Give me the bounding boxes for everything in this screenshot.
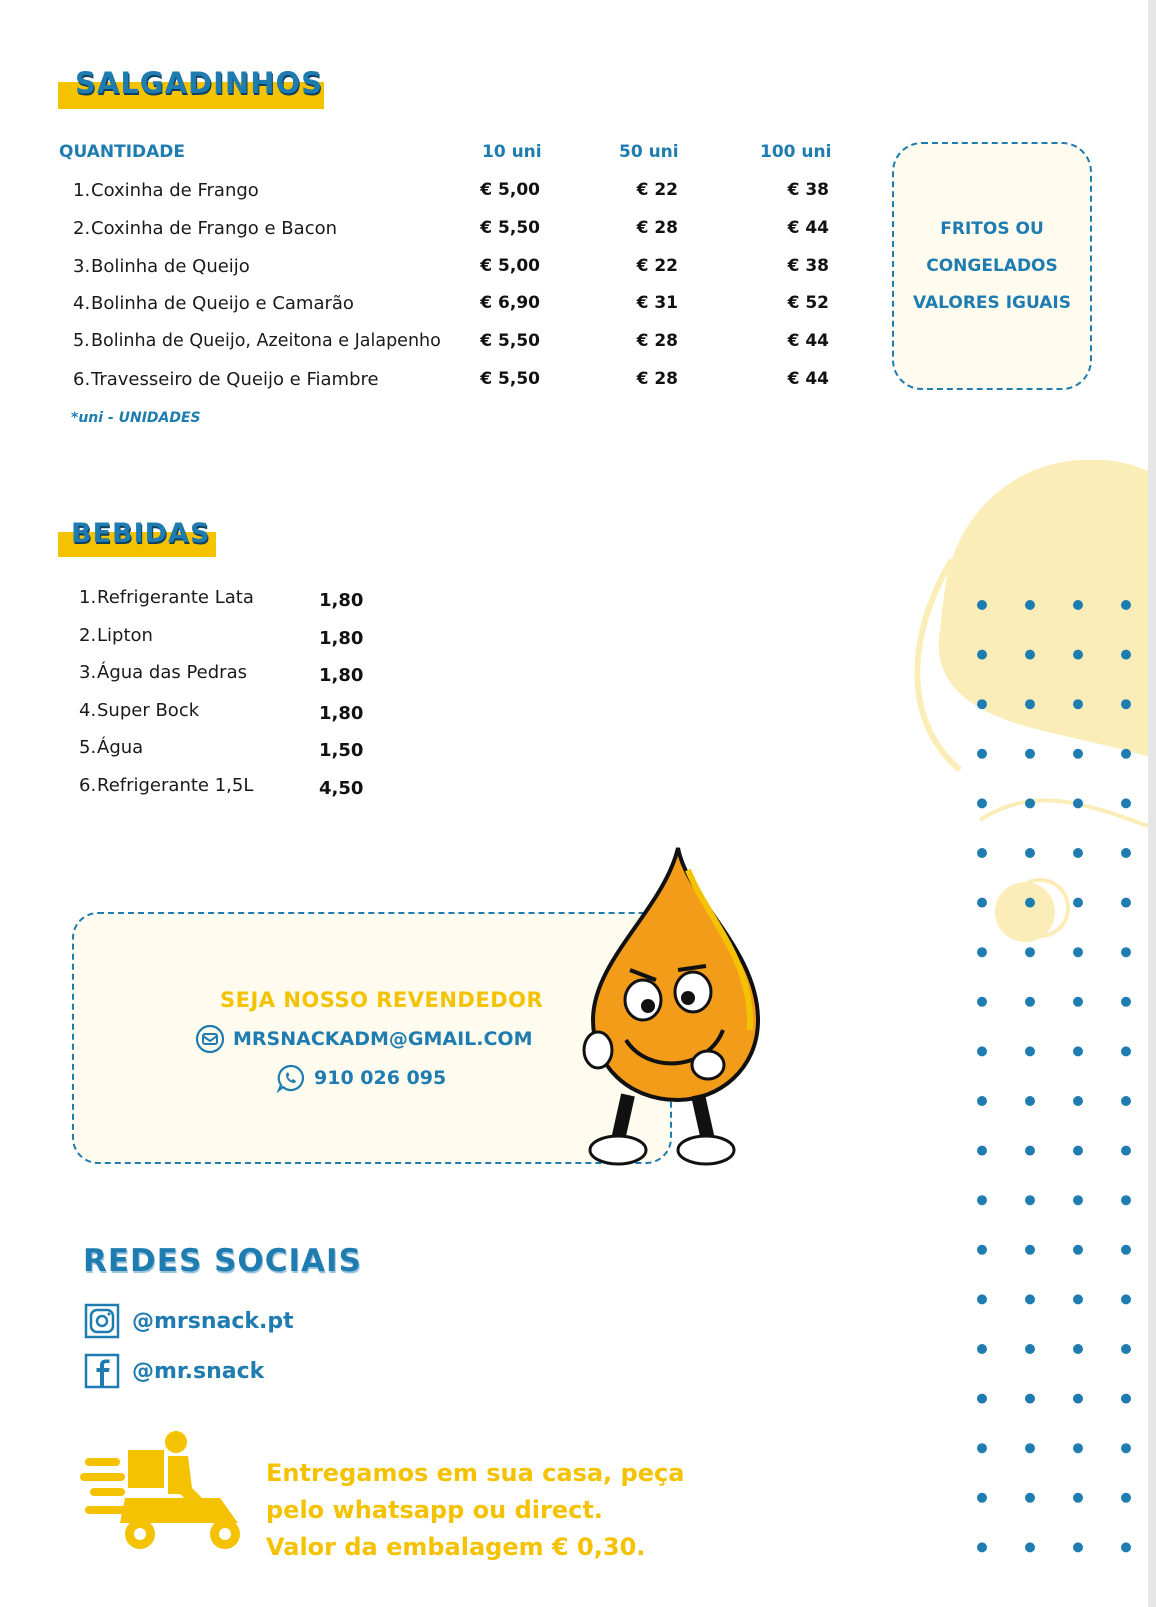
decorative-dot: [1025, 749, 1035, 759]
drink-price: 1,50: [319, 740, 364, 761]
price-10: € 5,00: [480, 180, 540, 200]
instagram-icon: [84, 1303, 120, 1339]
box-line: FRITOS OU: [940, 218, 1044, 239]
decorative-dot: [1121, 1245, 1131, 1255]
price-10: € 5,50: [480, 331, 540, 351]
decorative-dot: [1025, 1443, 1035, 1453]
decorative-dot: [1025, 947, 1035, 957]
column-header-quantidade: QUANTIDADE: [59, 142, 186, 162]
item-name: Bolinha de Queijo e Camarão: [91, 293, 354, 314]
price-50: € 22: [636, 256, 678, 276]
fried-frozen-box: [892, 142, 1092, 390]
box-line: CONGELADOS: [926, 255, 1058, 276]
instagram-link[interactable]: [84, 1303, 294, 1339]
decorative-dot: [1025, 1245, 1035, 1255]
reseller-phone[interactable]: [276, 1063, 446, 1093]
decorative-dot: [1073, 997, 1083, 1007]
decorative-dot: [977, 1344, 987, 1354]
drink-name: Super Bock: [97, 700, 200, 721]
decorative-dot: [977, 1294, 987, 1304]
decorative-dot: [1073, 898, 1083, 908]
decorative-dot: [1121, 1493, 1131, 1503]
price-100: € 44: [787, 218, 829, 238]
decorative-dot: [1121, 1394, 1131, 1404]
decorative-dot: [977, 1046, 987, 1056]
mail-icon: [195, 1024, 225, 1054]
item-name: Coxinha de Frango: [91, 180, 259, 201]
column-header-100: 100 uni: [760, 142, 832, 162]
decorative-dot: [1121, 1542, 1131, 1552]
price-50: € 28: [636, 331, 678, 351]
row-number: 6.: [79, 775, 97, 796]
decorative-dot: [1073, 749, 1083, 759]
item-name: Travesseiro de Queijo e Fiambre: [91, 369, 379, 390]
drink-name: Água: [97, 737, 144, 758]
decorative-dot: [977, 699, 987, 709]
drink-name: Refrigerante 1,5L: [97, 775, 254, 796]
decorative-dot: [977, 947, 987, 957]
decorative-dot: [1073, 1542, 1083, 1552]
mascot-drop-illustration: [568, 840, 778, 1175]
row-number: 5.: [79, 737, 97, 758]
decorative-dot: [1073, 1344, 1083, 1354]
reseller-email[interactable]: [195, 1024, 532, 1054]
whatsapp-icon: [276, 1063, 306, 1093]
decorative-dot: [977, 1493, 987, 1503]
decorative-dot: [1121, 749, 1131, 759]
decorative-dot: [1025, 1394, 1035, 1404]
decorative-dot: [1025, 898, 1035, 908]
facebook-icon: [84, 1353, 120, 1389]
decorative-dot: [1025, 699, 1035, 709]
decorative-dot: [1121, 1146, 1131, 1156]
delivery-line: pelo whatsapp ou direct.: [266, 1496, 603, 1524]
decorative-dot: [977, 1542, 987, 1552]
decorative-dot: [977, 1443, 987, 1453]
price-50: € 28: [636, 218, 678, 238]
decorative-dot: [1025, 1294, 1035, 1304]
decorative-dot: [1073, 848, 1083, 858]
reseller-title: SEJA NOSSO REVENDEDOR: [220, 988, 544, 1012]
price-10: € 5,00: [480, 256, 540, 276]
social-title: REDES SOCIAIS: [83, 1243, 362, 1279]
instagram-handle: @mrsnack.pt: [132, 1308, 294, 1334]
price-100: € 38: [787, 180, 829, 200]
decorative-dot: [977, 798, 987, 808]
phone-text: 910 026 095: [314, 1067, 447, 1089]
decorative-dot: [1025, 1046, 1035, 1056]
decorative-dot: [977, 848, 987, 858]
delivery-line: Valor da embalagem € 0,30.: [266, 1533, 646, 1561]
page-edge: [1148, 0, 1156, 1607]
decorative-dot: [977, 1146, 987, 1156]
decorative-dot: [1073, 699, 1083, 709]
decorative-dot: [1073, 1493, 1083, 1503]
drink-price: 4,50: [319, 778, 364, 799]
decorative-dot: [1073, 798, 1083, 808]
decorative-dot: [1121, 798, 1131, 808]
decorative-dot: [1121, 1443, 1131, 1453]
decorative-dot: [1121, 600, 1131, 610]
section-title-bebidas: BEBIDAS: [60, 518, 210, 549]
decorative-dot: [1025, 1195, 1035, 1205]
decorative-dot: [1121, 947, 1131, 957]
row-number: 2.: [73, 218, 91, 239]
email-text: MRSNACKADM@GMAIL.COM: [233, 1028, 533, 1050]
column-header-10: 10 uni: [482, 142, 542, 162]
decorative-dot: [1121, 650, 1131, 660]
price-50: € 28: [636, 369, 678, 389]
decorative-dot: [977, 1245, 987, 1255]
decorative-dot: [977, 898, 987, 908]
row-number: 1.: [79, 587, 97, 608]
column-header-50: 50 uni: [619, 142, 679, 162]
price-10: € 5,50: [480, 218, 540, 238]
facebook-link[interactable]: [84, 1353, 264, 1389]
item-name: Coxinha de Frango e Bacon: [91, 218, 338, 239]
price-100: € 52: [787, 293, 829, 313]
decorative-dot: [977, 1394, 987, 1404]
decorative-dot: [977, 1096, 987, 1106]
row-number: 4.: [79, 700, 97, 721]
decorative-dot: [1073, 600, 1083, 610]
units-note: *uni - UNIDADES: [71, 410, 201, 426]
drink-price: 1,80: [319, 590, 364, 611]
decorative-dot: [1073, 1096, 1083, 1106]
drink-price: 1,80: [319, 628, 364, 649]
row-number: 4.: [73, 293, 91, 314]
decorative-dot: [977, 749, 987, 759]
decorative-dot: [1025, 650, 1035, 660]
price-50: € 31: [636, 293, 678, 313]
delivery-info: [266, 1455, 684, 1566]
delivery-line: Entregamos em sua casa, peça: [266, 1459, 685, 1487]
decorative-dot: [1121, 1344, 1131, 1354]
decorative-dot: [1121, 1096, 1131, 1106]
price-10: € 6,90: [480, 293, 540, 313]
decorative-dot: [1025, 1146, 1035, 1156]
decorative-dot: [1121, 699, 1131, 709]
box-line: VALORES IGUAIS: [913, 292, 1071, 313]
decorative-dot: [1025, 1096, 1035, 1106]
price-100: € 44: [787, 369, 829, 389]
drink-name: Água das Pedras: [97, 662, 247, 683]
row-number: 5.: [73, 331, 90, 351]
decorative-dot: [1025, 798, 1035, 808]
decorative-dot: [1073, 1245, 1083, 1255]
decorative-dot: [1073, 1146, 1083, 1156]
row-number: 3.: [79, 662, 97, 683]
drink-price: 1,80: [319, 665, 364, 686]
decorative-dot: [1073, 650, 1083, 660]
section-title-salgadinhos: SALGADINHOS: [60, 66, 323, 100]
facebook-handle: @mr.snack: [132, 1358, 265, 1384]
row-number: 2.: [79, 625, 97, 646]
decorative-dot: [1025, 1344, 1035, 1354]
decorative-dot: [1073, 1195, 1083, 1205]
item-name: Bolinha de Queijo: [91, 256, 250, 277]
drink-name: Lipton: [97, 625, 153, 646]
decorative-dot: [1073, 1394, 1083, 1404]
decorative-dot: [1121, 1046, 1131, 1056]
decorative-dot: [1073, 947, 1083, 957]
decorative-dot: [977, 1195, 987, 1205]
item-name: Bolinha de Queijo, Azeitona e Jalapenho: [91, 331, 441, 351]
delivery-scooter-icon: [80, 1428, 250, 1552]
decorative-dot: [1121, 1195, 1131, 1205]
decorative-dot: [1121, 997, 1131, 1007]
row-number: 1.: [73, 180, 91, 201]
decorative-dot: [1121, 898, 1131, 908]
row-number: 3.: [73, 256, 91, 277]
price-100: € 44: [787, 331, 829, 351]
decorative-dot: [1025, 1542, 1035, 1552]
price-50: € 22: [636, 180, 678, 200]
decorative-dot: [977, 650, 987, 660]
decorative-dot: [1025, 600, 1035, 610]
decorative-dot: [1121, 848, 1131, 858]
decorative-dot: [1025, 997, 1035, 1007]
drink-name: Refrigerante Lata: [97, 587, 254, 608]
price-10: € 5,50: [480, 369, 540, 389]
decorative-dot: [1073, 1443, 1083, 1453]
decorative-dot: [1073, 1294, 1083, 1304]
decorative-dot: [977, 997, 987, 1007]
decorative-dot: [1073, 1046, 1083, 1056]
drink-price: 1,80: [319, 703, 364, 724]
decorative-dot: [1025, 848, 1035, 858]
decorative-dot: [1121, 1294, 1131, 1304]
price-100: € 38: [787, 256, 829, 276]
row-number: 6.: [73, 369, 91, 390]
decorative-dot: [1025, 1493, 1035, 1503]
decorative-background-dots: [900, 460, 1148, 1607]
decorative-dot: [977, 600, 987, 610]
